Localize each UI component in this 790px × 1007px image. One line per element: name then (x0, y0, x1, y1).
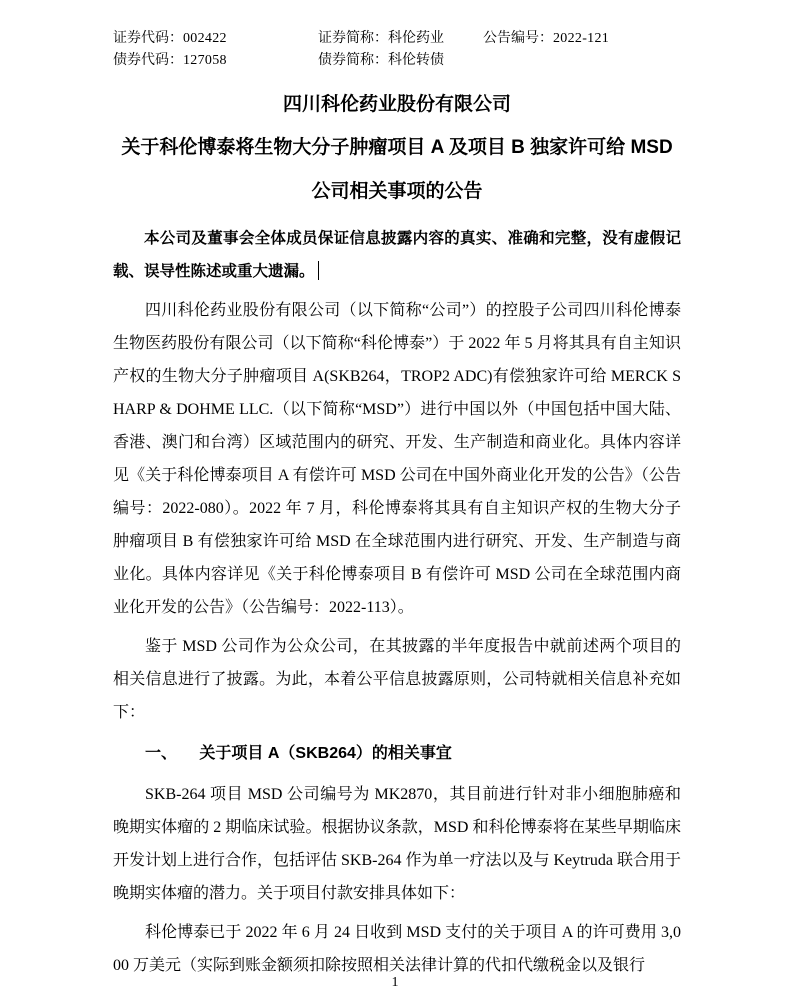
title-block (113, 84, 681, 214)
bond-code-label: 债券代码： (113, 53, 183, 68)
announcement-number (483, 28, 681, 50)
paragraph-background-licensing: 四川科伦药业股份有限公司（以下简称“公司”）的控股子公司四川科伦博泰生物医药股份有限公司（以下简称“科伦博泰”）于 2022 年 5 月将其具有自主知识产权的生物大分子肿瘤项目 A(SKB264，TROP2 ADC)有偿独家许可给 MERCK SHARP & DOHME LLC.（以下简称“MSD”）进行中国以外（中国包括中国大陆、香港、澳门和台湾）区域范围内的研究、开发、生产制造和商业化。具体内容详见《关于科伦博泰项目 A 有偿许可 MSD 公司在中国外商业化开发的公告》（公告编号：2022-080）。2022 年 7 月，科伦博泰将其具有自主知识产权的生物大分子肿瘤项目 B 有偿独家许可给 MSD 在全球范围内进行研究、开发、生产制造与商业化。具体内容详见《关于科伦博泰项目 B 有偿许可 MSD 公司在全球范围内商业化开发的公告》（公告编号：2022-113）。 (113, 302, 681, 616)
stock-code-label: 证券代码： (113, 31, 183, 46)
bond-name (318, 50, 483, 72)
page-number: 1 (391, 975, 399, 990)
text-cursor (318, 261, 320, 280)
header-row-1 (113, 28, 681, 50)
bond-code (113, 50, 318, 72)
header-row-2 (113, 50, 681, 72)
document-header (113, 28, 681, 72)
bond-code-value: 127058 (183, 53, 227, 68)
bond-name-value: 科伦转债 (388, 53, 444, 68)
section-title: 关于项目 A（SKB264）的相关事宜 (199, 745, 452, 762)
stock-name-value: 科伦药业 (388, 31, 444, 46)
bond-name-label: 债券简称： (318, 53, 388, 68)
stock-code-value: 002422 (183, 31, 227, 46)
stock-name-label: 证券简称： (318, 31, 388, 46)
company-title: 四川科伦药业股份有限公司 (282, 94, 511, 115)
header-spacer (483, 50, 681, 72)
page-footer (0, 975, 790, 991)
stock-code (113, 28, 318, 50)
board-statement (113, 222, 681, 288)
announcement-number-value: 2022-121 (553, 31, 610, 46)
paragraph-payment-received: 科伦博泰已于 2022 年 6 月 24 日收到 MSD 支付的关于项目 A 的许可费用 3,000 万美元（实际到账金额须扣除按照相关法律计算的代扣代缴税金以及银行 (113, 924, 681, 974)
section-number: 一、 (145, 745, 178, 762)
section-heading-project-a (113, 737, 681, 770)
document-content (113, 0, 681, 982)
paragraph-disclosure-reason: 鉴于 MSD 公司作为公众公司，在其披露的半年度报告中就前述两个项目的相关信息进行了披露。为此，本着公平信息披露原则，公司特就相关信息补充如下： (113, 638, 681, 721)
stock-name (318, 28, 483, 50)
paragraph-skb264-details: SKB-264 项目 MSD 公司编号为 MK2870，其目前进行针对非小细胞肺癌和晚期实体瘤的 2 期临床试验。根据协议条款，MSD 和科伦博泰将在某些早期临床开发计划上进行合作，包括评估 SKB-264 作为单一疗法以及与 Keytruda 联合用于晚期实体瘤的潜力。关于项目付款安排具体如下： (113, 786, 681, 902)
announcement-title: 关于科伦博泰将生物大分子肿瘤项目 A 及项目 B 独家许可给 MSD 公司相关事项的公告 (121, 137, 673, 202)
announcement-number-label: 公告编号： (483, 31, 553, 46)
board-statement-text: 本公司及董事会全体成员保证信息披露内容的真实、准确和完整，没有虚假记载、误导性陈述或重大遗漏。 (113, 230, 681, 280)
